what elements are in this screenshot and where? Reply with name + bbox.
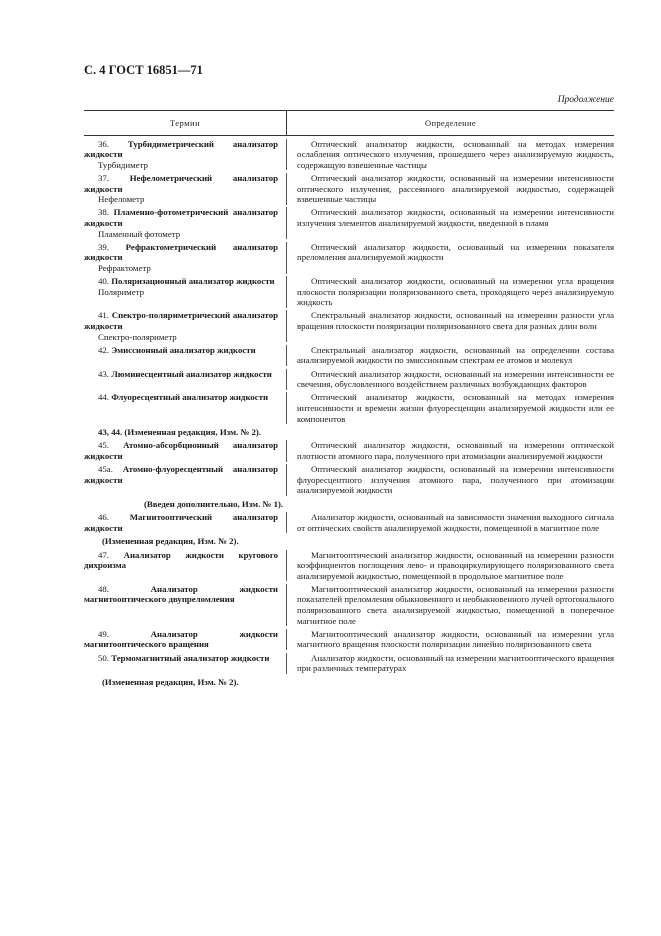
definition-cell: Магнитооптический анализатор жидкости, основанный на измерении разности показателей преломления обыкновенного и необыкновенного лучей ортогонального поляризованного света анализируемой жидкостью, помещенной в поперечное магнитное поле bbox=[286, 584, 614, 626]
table-row bbox=[84, 345, 614, 366]
term-number: 49. bbox=[98, 628, 109, 639]
term-cell bbox=[84, 369, 286, 390]
term-number: 41. bbox=[98, 310, 109, 321]
term-cell bbox=[84, 242, 286, 274]
table-body bbox=[84, 136, 614, 687]
term-name bbox=[84, 369, 278, 380]
definition-cell: Анализатор жидкости, основанный на измерении магнитооптического вращения при различных температурах bbox=[286, 653, 614, 674]
table-row bbox=[84, 392, 614, 424]
term-name bbox=[84, 139, 278, 160]
definition-cell: Магнитооптический анализатор жидкости, основанный на измерении разности коэффициентов поглощения лево- и правоциркулирующего поляризованного света анализируемой жидкостью, помещенной в продольное магнитное поле bbox=[286, 550, 614, 582]
term-cell bbox=[84, 584, 286, 626]
table-row bbox=[84, 207, 614, 239]
term-number: 43. bbox=[98, 368, 109, 379]
term-synonym: Спектро-поляриметр bbox=[98, 331, 177, 342]
term-text: Спектро-поляриметрический анализатор жидкости bbox=[84, 310, 278, 332]
term-cell bbox=[84, 440, 286, 461]
term-synonym: Пламенный фотометр bbox=[98, 228, 181, 239]
continuation-label: Продолжение bbox=[557, 95, 614, 105]
definition-cell: Оптический анализатор жидкости, основанный на измерении интенсивности флуоресцентного излучения атомного пара, полученного при атомизации анализируемой жидкости bbox=[286, 464, 614, 496]
definition-cell: Оптический анализатор жидкости, основанный на измерении интенсивности ее свечения, обусловленного воздействием различных возбуждающих факторов bbox=[286, 369, 614, 390]
term-text: Анализатор жидкости магнитооптического вращения bbox=[84, 628, 278, 650]
page-header: С. 4 ГОСТ 16851—71 bbox=[84, 63, 203, 77]
term-number: 44. bbox=[98, 392, 109, 403]
term-name bbox=[84, 310, 278, 331]
term-cell bbox=[84, 139, 286, 171]
definition-cell: Оптический анализатор жидкости, основанный на измерении показателя преломления анализируемой жидкости bbox=[286, 242, 614, 274]
table-row bbox=[84, 139, 614, 171]
definition-cell: Оптический анализатор жидкости, основанный на измерении угла вращения плоскости поляризации поляризованного света, проходящего через анализируемую жидкость bbox=[286, 276, 614, 308]
term-text: Анализатор жидкости кругового дихроизма bbox=[84, 549, 278, 571]
term-cell bbox=[84, 464, 286, 496]
term-text: Нефелометрический анализатор жидкости bbox=[84, 172, 278, 194]
term-name bbox=[84, 512, 278, 533]
term-number: 48. bbox=[98, 583, 109, 594]
term-synonym: Рефрактометр bbox=[98, 262, 151, 273]
term-name bbox=[84, 440, 278, 461]
term-cell bbox=[84, 512, 286, 533]
term-name bbox=[84, 345, 278, 356]
amendment-note: (Введен дополнительно, Изм. № 1). bbox=[144, 498, 284, 509]
term-text: Термомагнитный анализатор жидкости bbox=[111, 652, 270, 663]
term-name bbox=[84, 629, 278, 650]
term-number: 40. bbox=[98, 276, 109, 287]
term-cell bbox=[84, 392, 286, 424]
term-number: 39. bbox=[98, 241, 109, 252]
term-cell bbox=[84, 345, 286, 366]
column-header-definition: Определение bbox=[286, 111, 614, 135]
table-row bbox=[84, 242, 614, 274]
definition-cell: Спектральный анализатор жидкости, основанный на определении состава анализируемой жидкости по эмиссионным спектрам ее атомов и молекул bbox=[286, 345, 614, 366]
term-number: 50. bbox=[98, 652, 109, 663]
term-text: Рефрактометрический анализатор жидкости bbox=[84, 241, 279, 263]
column-header-term: Термин bbox=[169, 118, 201, 128]
table-row bbox=[84, 550, 614, 582]
term-number: 42. bbox=[98, 344, 109, 355]
amendment-note: 43, 44. (Измененная редакция, Изм. № 2). bbox=[98, 427, 262, 438]
term-name bbox=[84, 173, 278, 194]
table-row bbox=[84, 310, 614, 342]
term-text: Атомно-флуоресцентный анализатор жидкости bbox=[84, 464, 278, 485]
table-row bbox=[84, 369, 614, 390]
term-cell bbox=[84, 173, 286, 205]
term-cell bbox=[84, 276, 286, 308]
term-number: 46. bbox=[98, 512, 109, 523]
terms-table bbox=[84, 110, 614, 687]
term-number: 36. bbox=[98, 138, 109, 149]
table-row bbox=[84, 653, 614, 674]
term-text: Атомно-абсорбционный анализатор жидкости bbox=[84, 440, 279, 461]
term-synonym: Турбидиметр bbox=[98, 159, 148, 170]
table-row bbox=[84, 464, 614, 496]
term-cell bbox=[84, 629, 286, 650]
definition-cell: Оптический анализатор жидкости, основанный на измерении оптической плотности атомного пара, полученного при атомизации анализируемой жидкости bbox=[286, 440, 614, 461]
amendment-note: (Измененная редакция, Изм. № 2). bbox=[102, 536, 239, 547]
definition-cell: Оптический анализатор жидкости, основанный на методах измерения ослабления оптического излучения, прошедшего через анализируемую жидкость, содержащую взвешенные частицы bbox=[286, 139, 614, 171]
table-row bbox=[84, 584, 614, 626]
term-name bbox=[84, 653, 278, 664]
definition-cell: Оптический анализатор жидкости, основанный на измерении интенсивности излучения элементов анализируемой жидкости, введенной в пламя bbox=[286, 207, 614, 239]
definition-cell: Магнитооптический анализатор жидкости, основанный на измерении угла магнитного вращения плоскости поляризации линейно поляризованного света bbox=[286, 629, 614, 650]
term-number: 38. bbox=[98, 207, 109, 218]
definition-cell: Оптический анализатор жидкости, основанный на методах измерения интенсивности и времени жизни флуоресценции анализируемой жидкости или ее компонентов bbox=[286, 392, 614, 424]
term-text: Люминесцентный анализатор жидкости bbox=[111, 368, 272, 379]
amendment-note: (Измененная редакция, Изм. № 2). bbox=[102, 676, 239, 687]
term-cell bbox=[84, 550, 286, 582]
term-text: Турбидиметрический анализатор жидкости bbox=[84, 138, 278, 160]
table-row bbox=[84, 512, 614, 533]
term-text: Магнитооптический анализатор жидкости bbox=[84, 512, 278, 533]
definition-cell: Оптический анализатор жидкости, основанный на измерении интенсивности оптического излучения, рассеянного анализируемой жидкостью, содержащей взвешенные частицы bbox=[286, 173, 614, 205]
term-number: 45. bbox=[98, 440, 109, 451]
term-cell bbox=[84, 310, 286, 342]
table-row bbox=[84, 276, 614, 308]
term-synonym: Поляриметр bbox=[98, 286, 144, 297]
term-name bbox=[84, 207, 278, 228]
term-name bbox=[84, 392, 278, 403]
definition-cell: Спектральный анализатор жидкости, основанный на измерении разности угла вращения плоскости поляризации поляризованного света для разных длин волн bbox=[286, 310, 614, 342]
term-cell bbox=[84, 653, 286, 674]
table-row bbox=[84, 440, 614, 461]
table-row bbox=[84, 173, 614, 205]
term-text: Поляризационный анализатор жидкости bbox=[111, 276, 275, 287]
term-text: Эмиссионный анализатор жидкости bbox=[111, 344, 256, 355]
term-name bbox=[84, 584, 278, 605]
term-number: 37. bbox=[98, 172, 109, 183]
term-name bbox=[84, 242, 278, 263]
term-synonym: Нефелометр bbox=[98, 194, 145, 205]
definition-cell: Анализатор жидкости, основанный на зависимости значения выходного сигнала от оптических свойств анализируемой жидкости, помещенной в магнитное поле bbox=[286, 512, 614, 533]
term-name bbox=[84, 276, 278, 287]
term-number: 47. bbox=[98, 549, 109, 560]
term-cell bbox=[84, 207, 286, 239]
term-text: Флуоресцентный анализатор жидкости bbox=[111, 392, 269, 403]
table-header bbox=[84, 110, 614, 136]
term-name bbox=[84, 550, 278, 571]
term-text: Анализатор жидкости магнитооптического двупреломления bbox=[84, 583, 278, 605]
term-name bbox=[84, 464, 278, 485]
term-number: 45а. bbox=[98, 464, 113, 475]
term-text: Пламенно-фотометрический анализатор жидкости bbox=[84, 207, 279, 228]
table-row bbox=[84, 629, 614, 650]
